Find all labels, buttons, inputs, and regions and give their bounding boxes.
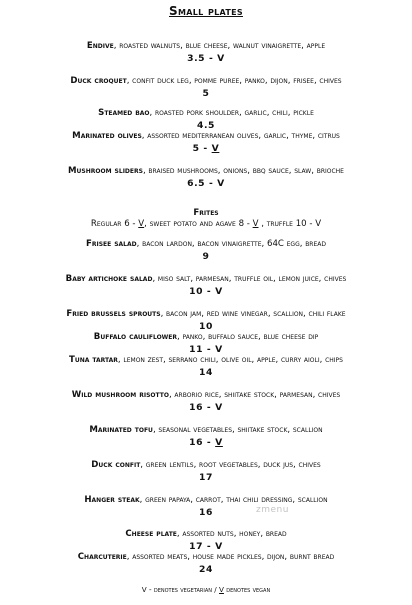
item-price: 5 (202, 87, 210, 99)
item-price: 10 - V (189, 285, 223, 297)
legend-vegan: denotes vegan (223, 585, 271, 594)
vegan-mark: V (211, 142, 220, 154)
frites-title: Frites (193, 208, 219, 218)
menu-item-steamed-bao (6, 108, 406, 131)
item-name: Frisee salad (85, 239, 137, 249)
menu-item-mushroom-sliders (6, 166, 406, 189)
item-description: , seasonal vegetables, shiitake stock, scallion (152, 425, 323, 435)
item-price: 14 (199, 366, 213, 378)
item-description: , green lentils, root vegetables, duck jus, chives (140, 460, 321, 470)
item-name: Mushroom sliders (68, 166, 143, 176)
item-name: Marinated olives (72, 131, 142, 141)
item-description: , braised mushrooms, onions, bbq sauce, slaw, brioche (142, 166, 344, 176)
item-price: 4.5 (196, 119, 216, 131)
item-name: Duck confit (91, 460, 141, 470)
menu-item-charcuterie (6, 552, 406, 575)
menu-item-tuna-tartar (6, 355, 406, 378)
item-description: , confit duck leg, pomme puree, panko, dijon, frisee, chives (126, 76, 342, 86)
item-price-value: 16 - (189, 436, 216, 448)
frites-truffle: , truffle 10 - V (258, 219, 322, 229)
frites-options (0, 219, 412, 230)
menu-item-marinated-olives (6, 131, 406, 154)
vegan-mark: V (138, 219, 145, 229)
item-name: Charcuterie (77, 552, 127, 562)
menu-item-endive (6, 41, 406, 64)
item-description: , assorted meats, house made pickles, dijon, burnt bread (126, 552, 335, 562)
item-price: 3.5 - V (187, 52, 225, 64)
frites-regular: Regular 6 - (90, 219, 139, 229)
item-description: , arborio rice, shiitake stock, parmesan, chives (168, 390, 341, 400)
item-price: 16 - V (189, 401, 223, 413)
vegan-mark: V (252, 219, 259, 229)
item-name: Hanger steak (84, 495, 140, 505)
menu-item-cheese-plate (6, 529, 406, 552)
item-name: Fried brussels sprouts (66, 309, 161, 319)
vegan-mark: V (215, 436, 223, 448)
item-name: Endive (86, 41, 114, 51)
item-price: 10 (199, 320, 213, 332)
item-description: , green papaya, carrot, thai chili dressing, scallion (139, 495, 328, 505)
item-price: 17 (199, 471, 213, 483)
item-price (6, 143, 406, 155)
watermark: zmenu (256, 505, 289, 515)
item-description: , assorted mediterranean olives, garlic, thyme, citrus (141, 131, 340, 141)
item-name: Duck croquet (70, 76, 127, 86)
item-price: 16 (199, 506, 213, 518)
item-price-value: 5 - (192, 142, 212, 154)
item-price: 24 (199, 563, 213, 575)
item-price: 17 - V (189, 540, 223, 552)
frites-sweet-potato: , sweet potato and agave 8 - (144, 219, 253, 229)
item-description: , roasted pork shoulder, garlic, chili, pickle (149, 108, 314, 118)
item-description: , miso salt, parmesan, truffle oil, lemon juice, chives (152, 274, 347, 284)
item-price: 11 - V (189, 343, 223, 355)
item-description: , lemon zest, serrano chili, olive oil, apple, curry aioli, chips (117, 355, 343, 365)
menu-item-wild-mushroom-risotto (6, 390, 406, 413)
menu-item-buffalo-cauliflower (6, 332, 406, 355)
menu-item-marinated-tofu (6, 425, 406, 448)
item-name: Wild mushroom risotto (71, 390, 169, 400)
menu-item-fried-brussels-sprouts (6, 309, 406, 332)
item-description: , bacon lardon, bacon vinaigrette, 64C egg, bread (136, 239, 326, 249)
item-name: Marinated tofu (89, 425, 153, 435)
page-title: Small plates (169, 4, 243, 18)
item-description: , assorted nuts, honey, bread (176, 529, 287, 539)
item-description: , panko, buffalo sauce, blue cheese dip (177, 332, 319, 342)
menu-item-baby-artichoke-salad (6, 274, 406, 297)
item-name: Baby artichoke salad (65, 274, 153, 284)
menu-item-duck-croquet (6, 76, 406, 99)
menu-item-hanger-steak (6, 495, 406, 518)
item-description: , bacon jam, red wine vinegar, scallion, chili flake (160, 309, 346, 319)
item-name: Steamed bao (98, 108, 150, 118)
dietary-legend (0, 585, 412, 595)
item-price (6, 437, 406, 449)
menu-item-frisee-salad (6, 239, 406, 262)
legend-vegetarian: V - denotes vegetarian / (141, 585, 220, 594)
menu-item-duck-confit (6, 460, 406, 483)
item-price: 6.5 - V (187, 177, 225, 189)
item-name: Buffalo cauliflower (93, 332, 178, 342)
item-name: Tuna tartar (69, 355, 118, 365)
item-price: 9 (202, 250, 210, 262)
item-description: , roasted walnuts, blue cheese, walnut vinaigrette, apple (113, 41, 326, 51)
item-name: Cheese plate (125, 529, 177, 539)
vegan-mark: V (219, 585, 224, 594)
